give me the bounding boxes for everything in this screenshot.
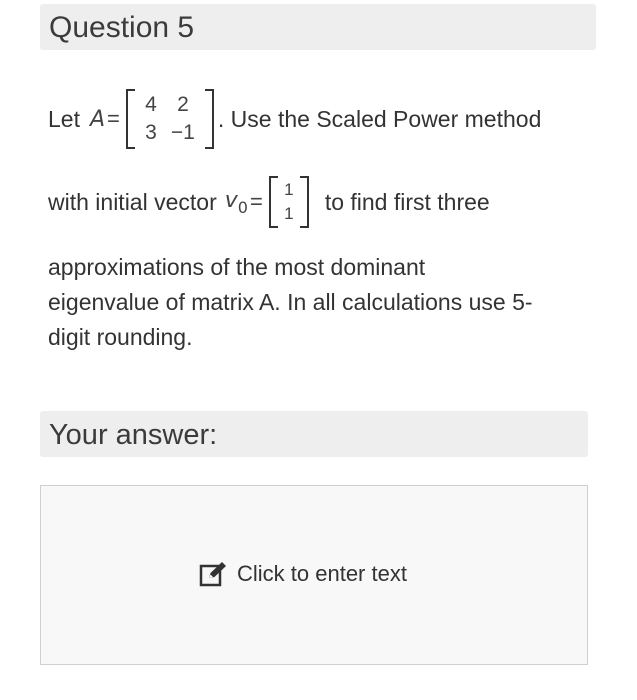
vector-entry: 1 [284, 204, 294, 223]
answer-prompt[interactable] [199, 560, 407, 588]
matrix-entry: 4 [145, 93, 157, 116]
answer-title: Your answer: [40, 411, 588, 457]
vector-entry: 1 [284, 180, 294, 199]
matrix-variable-a: A [89, 106, 106, 132]
paragraph-line: eigenvalue of matrix A. In all calculations use 5- [48, 289, 533, 315]
left-bracket [126, 89, 135, 149]
left-bracket [269, 176, 278, 228]
initial-vector-text: with initial vector [48, 188, 217, 215]
vector-variable-v0: $v_0$ [224, 187, 248, 217]
matrix-a-entries [126, 89, 214, 149]
paragraph-line: approximations of the most dominant [48, 254, 426, 280]
right-bracket [205, 89, 214, 149]
answer-placeholder: Click to enter text [237, 561, 407, 586]
equals-sign: = [107, 106, 120, 131]
find-text: to find first three [324, 188, 490, 215]
paragraph-line: digit rounding. [48, 324, 193, 350]
matrix-a [126, 89, 214, 149]
let-text: Let [48, 105, 80, 132]
matrix-entry: 3 [145, 121, 157, 144]
subscript-zero: 0 [237, 197, 248, 217]
right-bracket [300, 176, 309, 228]
question-statement-line2 [48, 170, 490, 234]
matrix-entry: 2 [177, 93, 189, 116]
vector-v0 [269, 176, 309, 228]
matrix-entry: −1 [170, 121, 195, 144]
question-statement-line1 [48, 86, 541, 152]
answer-input-box[interactable] [40, 485, 588, 665]
method-text: . Use the Scaled Power method [217, 105, 542, 132]
equals-sign: = [249, 189, 263, 214]
question-title: Question 5 [40, 4, 596, 50]
edit-icon [199, 560, 229, 588]
question-paragraph [48, 250, 588, 355]
